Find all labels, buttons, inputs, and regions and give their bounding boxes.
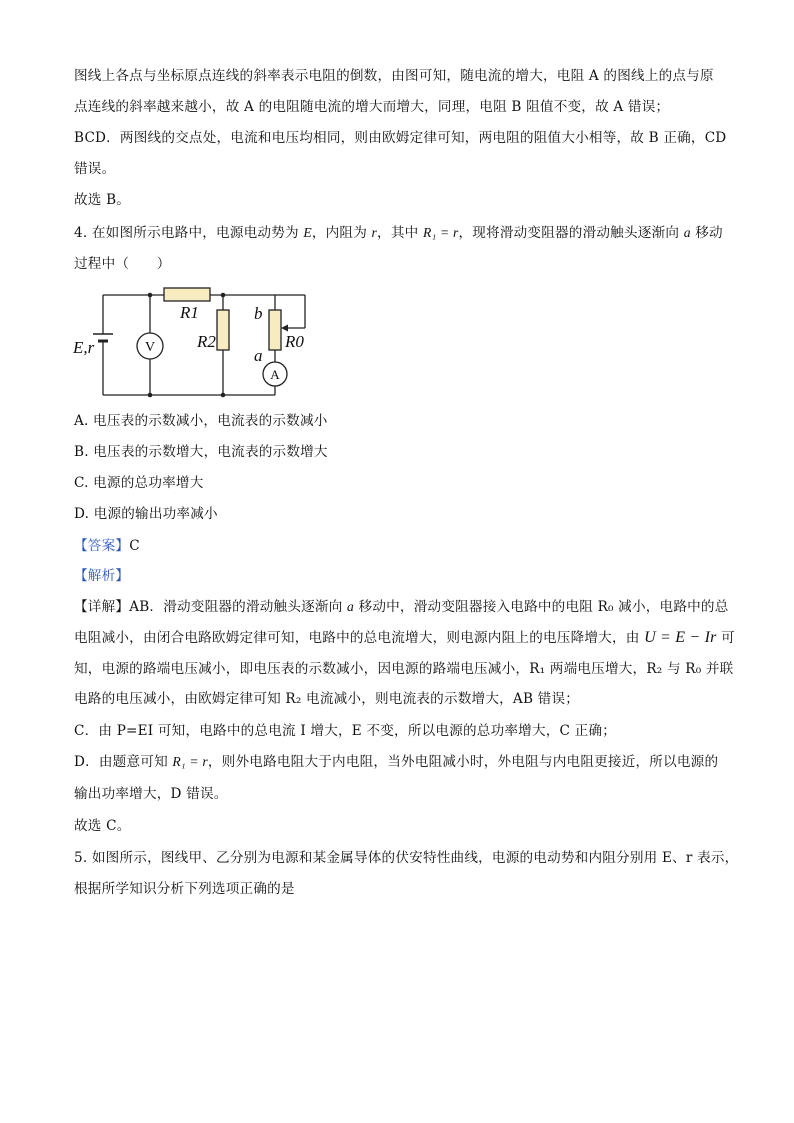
option-b: B. 电压表的示数增大，电流表的示数增大 bbox=[74, 444, 328, 460]
resistor-r2 bbox=[217, 310, 229, 350]
detail-line: D．由题意可知 R₁ = r，则外电路电阻大于内电阻，当外电阻减小时，外电阻与内电阻更接近，所以电源的 bbox=[74, 754, 719, 770]
voltmeter-label: V bbox=[144, 340, 156, 355]
detail-line: 故选 C。 bbox=[74, 818, 131, 834]
junction-dot bbox=[148, 393, 153, 398]
text-line: 错误。 bbox=[74, 161, 116, 177]
answer-label: 【答案】 bbox=[74, 538, 130, 554]
text-line: 点连线的斜率越来越小，故 A 的电阻随电流的增大而增大，同理，电阻 B 阻值不变，故 A 错误； bbox=[74, 99, 670, 115]
junction-dot bbox=[221, 393, 226, 398]
detail-line: 知，电源的路端电压减小，即电压表的示数减小，因电源的路端电压减小，R₁ 两端电压增大，R₂ 与 R₀ 并联 bbox=[74, 661, 734, 677]
r1-label: R1 bbox=[180, 303, 199, 322]
question-5-stem: 5. 如图所示，图线甲、乙分别为电源和某金属导体的伏安特性曲线，电源的电动势和内阻分别用 E、r 表示， bbox=[74, 850, 739, 866]
junction-dot bbox=[148, 293, 153, 298]
detail-line: C．由 P=EI 可知，电路中的总电流 I 增大，E 不变，所以电源的总功率增大，C 正确； bbox=[74, 723, 617, 739]
source-label: E,r bbox=[73, 338, 95, 357]
circuit-diagram bbox=[66, 284, 328, 402]
question-5-stem-cont: 根据所学知识分析下列选项正确的是 bbox=[74, 881, 295, 897]
text-line: BCD．两图线的交点处，电流和电压均相同，则由欧姆定律可知，两电阻的阻值大小相等，故 B 正确，CD bbox=[74, 130, 727, 146]
answer-line bbox=[74, 536, 140, 556]
text-line: 图线上各点与坐标原点连线的斜率表示电阻的倒数，由图可知，随电流的增大，电阻 A 的图线上的点与原 bbox=[74, 68, 714, 84]
option-c: C. 电源的总功率增大 bbox=[74, 475, 204, 491]
condition-formula: R₁ = r bbox=[422, 225, 459, 240]
answer-value: C bbox=[129, 538, 140, 554]
equation: U = E − Ir bbox=[644, 629, 717, 646]
analysis-label: 【解析】 bbox=[74, 568, 130, 584]
condition-formula: R₁ = r bbox=[172, 754, 208, 769]
detail-line: 电阻减小，由闭合电路欧姆定律可知，电路中的总电流增大，则电源内阻上的电压降增大，由 U = E − Ir 可 bbox=[74, 629, 735, 646]
question-4-stem-cont: 过程中（ ） bbox=[74, 256, 171, 272]
option-a: A. 电压表的示数减小，电流表的示数减小 bbox=[74, 413, 328, 429]
detail-line: 【详解】AB．滑动变阻器的滑动触头逐渐向 a 移动中，滑动变阻器接入电路中的电阻 R₀ 减小，电路中的总 bbox=[74, 599, 729, 615]
r0-label: R0 bbox=[285, 332, 304, 351]
terminal-b-label: b bbox=[254, 304, 263, 323]
detail-line: 电路的电压减小，由欧姆定律可知 R₂ 电流减小，则电流表的示数增大，AB 错误； bbox=[74, 691, 580, 707]
rheostat-r0 bbox=[269, 310, 281, 350]
junction-dot bbox=[221, 293, 226, 298]
terminal-a-label: a bbox=[254, 346, 263, 365]
question-4-stem: 4. 在如图所示电路中，电源电动势为 E，内阻为 r，其中 R₁ = r，现将滑动变阻器的滑动触头逐渐向 a 移动 bbox=[74, 225, 723, 241]
resistor-r1 bbox=[164, 288, 210, 301]
r2-label: R2 bbox=[197, 332, 216, 351]
ammeter-label: A bbox=[270, 367, 280, 382]
text-line: 故选 B。 bbox=[74, 192, 131, 208]
slider-arrow-icon bbox=[281, 325, 288, 332]
detail-line: 输出功率增大，D 错误。 bbox=[74, 786, 228, 802]
option-d: D. 电源的输出功率减小 bbox=[74, 506, 218, 522]
